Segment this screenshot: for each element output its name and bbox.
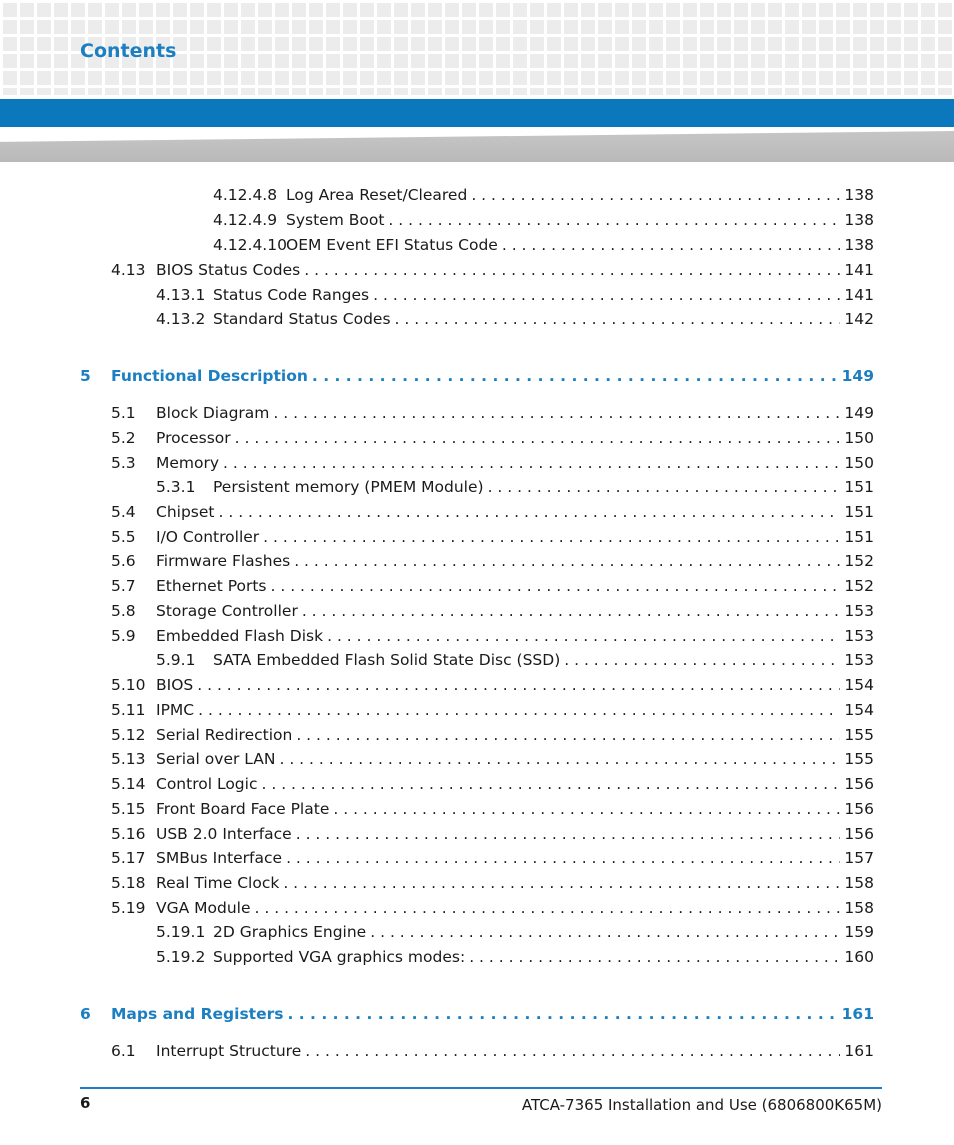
header-blue-band [0,99,954,127]
toc-dot-leader [294,550,840,572]
toc-dot-leader [197,674,840,696]
toc-entry-page: 155 [844,750,874,768]
toc-entry-title: BIOS [156,676,194,694]
toc-entry-number: 5.3.1 [156,478,196,496]
toc-entry[interactable] [156,476,874,498]
toc-entry-page: 160 [844,948,874,966]
toc-entry-title: Interrupt Structure [156,1042,302,1060]
toc-entry-page: 156 [844,825,874,843]
toc-entry-number: 5.19.1 [156,923,206,941]
toc-entry-page: 141 [844,286,874,304]
toc-entry-page: 155 [844,726,874,744]
toc-entry-page: 150 [844,454,874,472]
toc-entry[interactable] [111,625,874,647]
toc-entry-title: Front Board Face Plate [156,800,330,818]
toc-entry-title: Functional Description [111,367,308,385]
toc-dot-leader [263,526,840,548]
toc-entry-title: Embedded Flash Disk [156,627,324,645]
toc-entry-page: 151 [844,528,874,546]
toc-entry-page: 151 [844,503,874,521]
toc-entry-title: I/O Controller [156,528,260,546]
toc-entry-title: Block Diagram [156,404,270,422]
toc-dot-leader [271,575,841,597]
toc-entry[interactable] [111,748,874,770]
toc-entry-number: 5.15 [111,800,146,818]
toc-entry-page: 156 [844,800,874,818]
toc-entry-number: 5.10 [111,676,146,694]
toc-entry-page: 158 [844,899,874,917]
toc-entry-page: 149 [844,404,874,422]
toc-dot-leader [296,724,840,746]
toc-entry[interactable] [156,308,874,330]
toc-entry-page: 161 [844,1042,874,1060]
toc-entry-number: 5.14 [111,775,146,793]
toc-dot-leader [235,427,841,449]
toc-dot-leader [273,402,840,424]
toc-entry[interactable] [111,1040,874,1062]
toc-entry-title: Control Logic [156,775,258,793]
toc-entry-title: Firmware Flashes [156,552,291,570]
toc-entry-number: 4.12.4.10 [213,236,287,254]
toc-dot-leader [312,365,838,387]
toc-entry-title: OEM Event EFI Status Code [286,236,498,254]
toc-entry-title: Log Area Reset/Cleared [286,186,468,204]
toc-entry-page: 161 [841,1005,874,1023]
toc-entry[interactable] [111,550,874,572]
toc-entry[interactable] [111,674,874,696]
toc-dot-leader [333,798,840,820]
toc-dot-leader [287,1003,837,1025]
toc-entry-title: Processor [156,429,231,447]
toc-entry[interactable] [213,184,874,206]
toc-entry-number: 5.5 [111,528,136,546]
toc-entry-page: 153 [844,651,874,669]
toc-entry[interactable] [111,259,874,281]
toc-entry[interactable] [111,773,874,795]
toc-entry-page: 154 [844,676,874,694]
toc-entry-number: 4.13.2 [156,310,206,328]
toc-dot-leader [283,872,840,894]
toc-dot-leader [395,308,841,330]
toc-entry-number: 6.1 [111,1042,136,1060]
toc-dot-leader [502,234,841,256]
toc-entry-number: 4.12.4.8 [213,186,278,204]
toc-entry-page: 153 [844,602,874,620]
toc-chapter-entry[interactable] [80,1003,874,1025]
toc-entry[interactable] [213,234,874,256]
toc-entry[interactable] [111,872,874,894]
toc-entry-page: 141 [844,261,874,279]
toc-entry-page: 158 [844,874,874,892]
toc-entry[interactable] [111,575,874,597]
toc-entry[interactable] [111,823,874,845]
toc-dot-leader [198,699,840,721]
toc-dot-leader [327,625,840,647]
toc-dot-leader [305,1040,840,1062]
toc-entry-number: 4.12.4.9 [213,211,278,229]
toc-entry-number: 5.19.2 [156,948,206,966]
toc-entry-page: 152 [844,577,874,595]
toc-dot-leader [388,209,840,231]
toc-entry[interactable] [111,402,874,424]
toc-entry-page: 138 [844,236,874,254]
toc-entry-number: 5.12 [111,726,146,744]
toc-entry[interactable] [111,526,874,548]
toc-entry-number: 5.7 [111,577,136,595]
toc-chapter-entry[interactable] [80,365,874,387]
toc-entry-number: 5.11 [111,701,146,719]
toc-entry-page: 154 [844,701,874,719]
toc-entry-number: 5.16 [111,825,146,843]
toc-entry-number: 5.1 [111,404,136,422]
footer-page-number: 6 [80,1094,91,1112]
toc-entry[interactable] [111,699,874,721]
toc-entry-title: Ethernet Ports [156,577,267,595]
toc-entry-number: 6 [80,1005,91,1023]
toc-entry-number: 5.13 [111,750,146,768]
toc-entry-page: 142 [844,310,874,328]
toc-entry-title: VGA Module [156,899,251,917]
toc-entry-title: Real Time Clock [156,874,280,892]
toc-entry[interactable] [156,284,874,306]
toc-entry-title: Persistent memory (PMEM Module) [213,478,484,496]
toc-entry[interactable] [111,897,874,919]
toc-entry-number: 5.8 [111,602,136,620]
toc-entry-title: USB 2.0 Interface [156,825,292,843]
toc-entry-title: Status Code Ranges [213,286,370,304]
toc-entry-page: 149 [841,367,874,385]
toc-dot-leader [255,897,841,919]
toc-dot-leader [304,259,840,281]
toc-entry[interactable] [156,921,874,943]
toc-dot-leader [564,649,840,671]
toc-entry-number: 5.19 [111,899,146,917]
toc-entry-number: 5.9.1 [156,651,196,669]
toc-dot-leader [296,823,841,845]
toc-entry[interactable] [156,946,874,968]
toc-entry-title: SATA Embedded Flash Solid State Disc (SSD) [213,651,561,669]
toc-entry[interactable] [111,427,874,449]
toc-dot-leader [302,600,841,622]
toc-entry-title: Chipset [156,503,215,521]
toc-entry-number: 5.6 [111,552,136,570]
page-title: Contents [80,40,177,62]
toc-dot-leader [286,847,840,869]
toc-entry-page: 150 [844,429,874,447]
toc-entry-title: Supported VGA graphics modes: [213,948,466,966]
toc-entry-title: System Boot [286,211,385,229]
toc-dot-leader [469,946,840,968]
header-gray-wedge [0,131,954,162]
toc-entry-title: SMBus Interface [156,849,283,867]
toc-entry[interactable] [156,649,874,671]
toc-entry-title: Maps and Registers [111,1005,284,1023]
toc-dot-leader [373,284,840,306]
toc-entry-page: 152 [844,552,874,570]
toc-entry-title: 2D Graphics Engine [213,923,367,941]
footer-document-title: ATCA-7365 Installation and Use (6806800K65M) [521,1096,882,1114]
toc-entry[interactable] [111,452,874,474]
toc-entry-number: 5.2 [111,429,136,447]
toc-entry[interactable] [111,724,874,746]
toc-entry-page: 138 [844,186,874,204]
toc-entry[interactable] [213,209,874,231]
toc-entry[interactable] [111,501,874,523]
toc-entry-number: 5 [80,367,91,385]
toc-entry-title: Standard Status Codes [213,310,391,328]
toc-entry-title: IPMC [156,701,195,719]
toc-entry[interactable] [111,600,874,622]
toc-dot-leader [279,748,840,770]
toc-dot-leader [218,501,840,523]
toc-entry-title: Serial over LAN [156,750,276,768]
toc-entry-number: 5.18 [111,874,146,892]
toc-entry[interactable] [111,847,874,869]
toc-dot-leader [370,921,840,943]
toc-dot-leader [223,452,840,474]
toc-dot-leader [261,773,840,795]
toc-entry-number: 5.3 [111,454,136,472]
toc-entry-number: 4.13.1 [156,286,206,304]
toc-entry-page: 156 [844,775,874,793]
toc-entry[interactable] [111,798,874,820]
toc-entry-number: 5.17 [111,849,146,867]
toc-entry-number: 5.4 [111,503,136,521]
toc-entry-title: Memory [156,454,220,472]
footer-rule [80,1087,882,1089]
toc-entry-number: 5.9 [111,627,136,645]
toc-entry-title: Serial Redirection [156,726,293,744]
toc-dot-leader [471,184,840,206]
toc-entry-page: 159 [844,923,874,941]
toc-entry-page: 157 [844,849,874,867]
toc-entry-page: 138 [844,211,874,229]
toc-entry-page: 153 [844,627,874,645]
toc-dot-leader [488,476,841,498]
toc-entry-number: 4.13 [111,261,146,279]
toc-entry-title: Storage Controller [156,602,298,620]
toc-entry-page: 151 [844,478,874,496]
toc-entry-title: BIOS Status Codes [156,261,301,279]
